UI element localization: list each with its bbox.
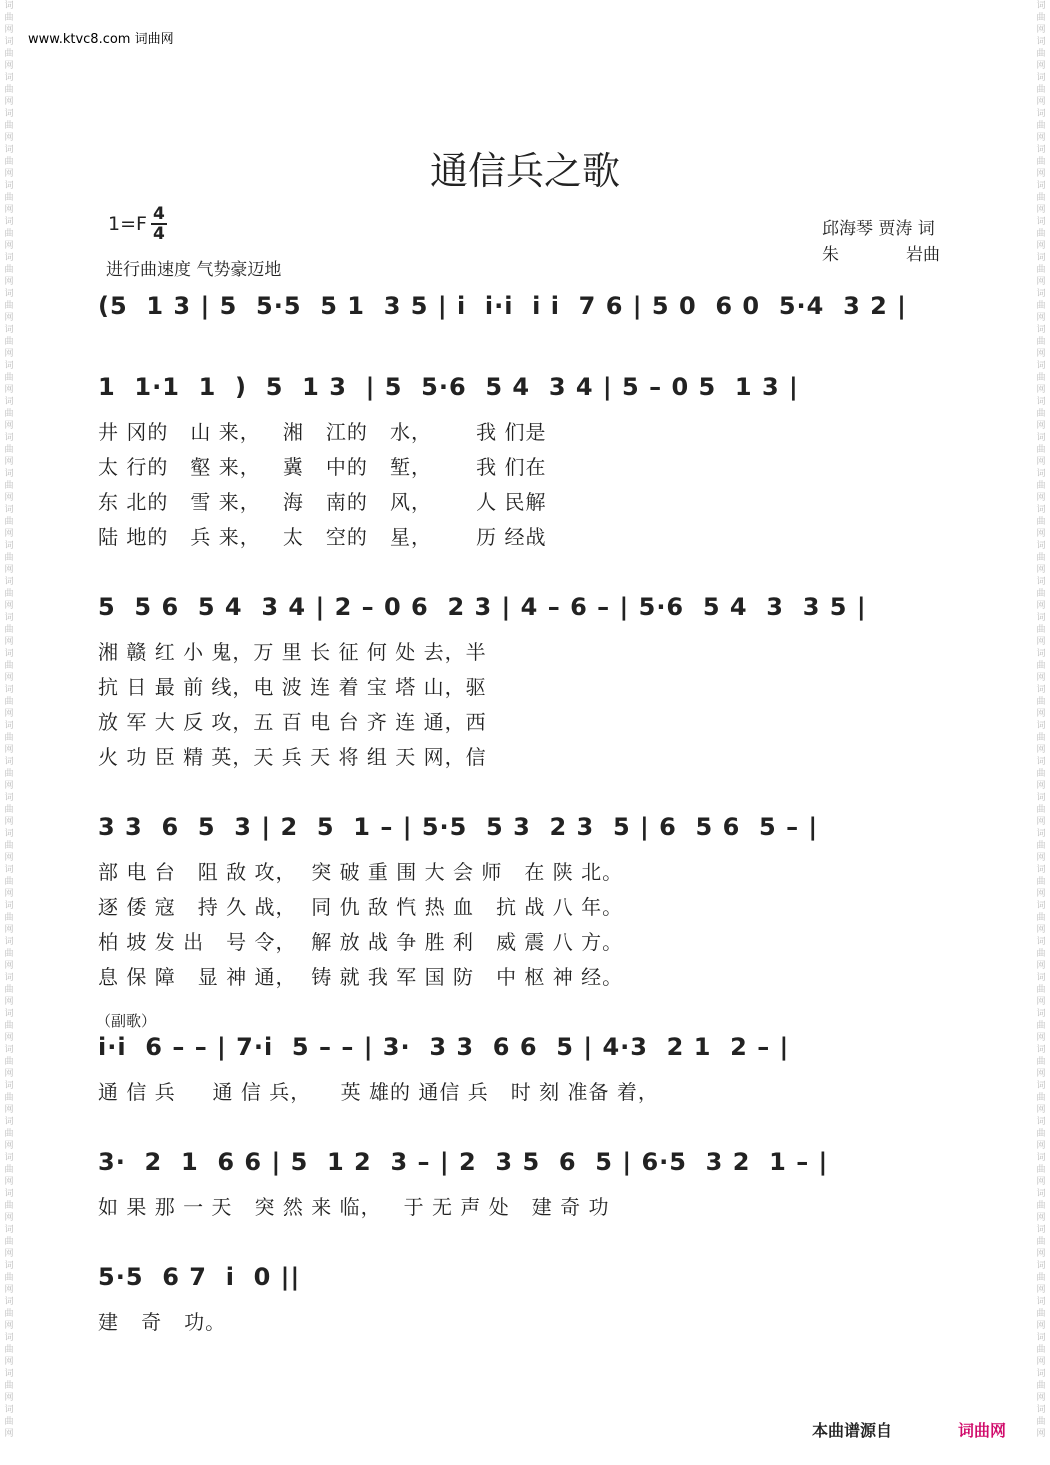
lyric-line: 建 奇 功。	[98, 1310, 227, 1334]
time-numerator: 4	[152, 204, 165, 224]
notation-row-6: 3· 2 1 6 6 | 5 1 2 3 – | 2 3 5 6 5 | 6·5 3 2 1 – |	[98, 1148, 829, 1176]
composer-name-b: 岩曲	[906, 245, 940, 265]
composer-name-a: 朱	[822, 245, 839, 265]
lyric-line: 通 信 兵 通 信 兵， 英 雄的 通信 兵 时 刻 准备 着，	[98, 1080, 659, 1104]
chorus-label: （副歌）	[96, 1012, 157, 1030]
lyric-line: 太 行的 壑 来， 冀 中的 堑， 我 们在	[98, 455, 547, 479]
notation-row-2: 1 1·1 1 ) 5 1 3 | 5 5·6 5 4 3 4 | 5 – 0 5 1 3 |	[98, 373, 799, 401]
lyric-line: 逐 倭 寇 持 久 战， 同 仇 敌 忾 热 血 抗 战 八 年。	[98, 895, 624, 919]
notation-row-7: 5·5 6 7 i 0 ||	[98, 1263, 301, 1291]
tempo-marking: 进行曲速度 气势豪迈地	[106, 260, 282, 280]
lyric-line: 火 功 臣 精 英，天 兵 天 将 组 天 网，信	[98, 745, 487, 769]
key-label: 1=F	[108, 213, 147, 235]
lyric-line: 部 电 台 阻 敌 攻， 突 破 重 围 大 会 师 在 陕 北。	[98, 860, 624, 884]
notation-row-3: 5 5 6 5 4 3 4 | 2 – 0 6 2 3 | 4 – 6 – | 5·6 5 4 3 3 5 |	[98, 593, 867, 621]
lyric-line: 息 保 障 显 神 通， 铸 就 我 军 国 防 中 枢 神 经。	[98, 965, 624, 989]
song-title: 通信兵之歌	[429, 149, 620, 193]
notation-row-1: (5 1 3 | 5 5·5 5 1 3 5 | i i·i i i 7 6 | 5 0 6 0 5·4 3 2 |	[98, 292, 907, 320]
lyric-line: 陆 地的 兵 来， 太 空的 星， 历 经战	[98, 525, 547, 549]
time-denominator: 4	[152, 224, 165, 244]
source-label: 本曲谱源自	[812, 1421, 893, 1440]
lyric-line: 如 果 那 一 天 突 然 来 临， 于 无 声 处 建 奇 功	[98, 1195, 610, 1219]
lyric-line: 放 军 大 反 攻，五 百 电 台 齐 连 通，西	[98, 710, 487, 734]
lyric-line: 抗 日 最 前 线，电 波 连 着 宝 塔 山，驱	[98, 675, 487, 699]
credits	[822, 216, 940, 268]
notation-row-5: i·i 6 – – | 7·i 5 – – | 3· 3 3 6 6 5 | 4·3 2 1 2 – |	[98, 1033, 790, 1061]
lyric-line: 湘 赣 红 小 鬼，万 里 长 征 何 处 去，半	[98, 640, 487, 664]
side-watermark-left: 词曲网 词曲网 词曲网 词曲网 词曲网 词曲网 词曲网 词曲网 词曲网 词曲网 词曲网 词曲网 词曲网 词曲网 词曲网 词曲网 词曲网 词曲网 词曲网 词曲网 词曲网 词曲网 词曲网 词曲网 词曲网 词曲网 词曲网 词曲网 词曲网 词曲网 词曲网 词曲网 词曲网 词曲网 词曲网 词曲网 词曲网 词曲网 词曲网 词曲网	[4, 1, 14, 1439]
composer-credit	[822, 242, 940, 268]
site-watermark: www.ktvc8.com 词曲网	[28, 32, 174, 47]
lyric-line: 井 冈的 山 来， 湘 江的 水， 我 们是	[98, 420, 547, 444]
lyric-line: 柏 坡 发 出 号 令， 解 放 战 争 胜 利 威 震 八 方。	[98, 930, 624, 954]
notation-row-4: 3 3 6 5 3 | 2 5 1 – | 5·5 5 3 2 3 5 | 6 5 6 5 – |	[98, 813, 819, 841]
side-watermark-right: 词曲网 词曲网 词曲网 词曲网 词曲网 词曲网 词曲网 词曲网 词曲网 词曲网 词曲网 词曲网 词曲网 词曲网 词曲网 词曲网 词曲网 词曲网 词曲网 词曲网 词曲网 词曲网 词曲网 词曲网 词曲网 词曲网 词曲网 词曲网 词曲网 词曲网 词曲网 词曲网 词曲网 词曲网 词曲网 词曲网 词曲网 词曲网 词曲网 词曲网	[1036, 1, 1046, 1439]
time-signature	[151, 205, 167, 243]
lyricist-credit: 邱海琴 贾涛 词	[822, 219, 935, 239]
source-site-link[interactable]: 词曲网	[958, 1421, 1007, 1440]
lyric-line: 东 北的 雪 来， 海 南的 风， 人 民解	[98, 490, 547, 514]
key-signature	[108, 205, 167, 243]
